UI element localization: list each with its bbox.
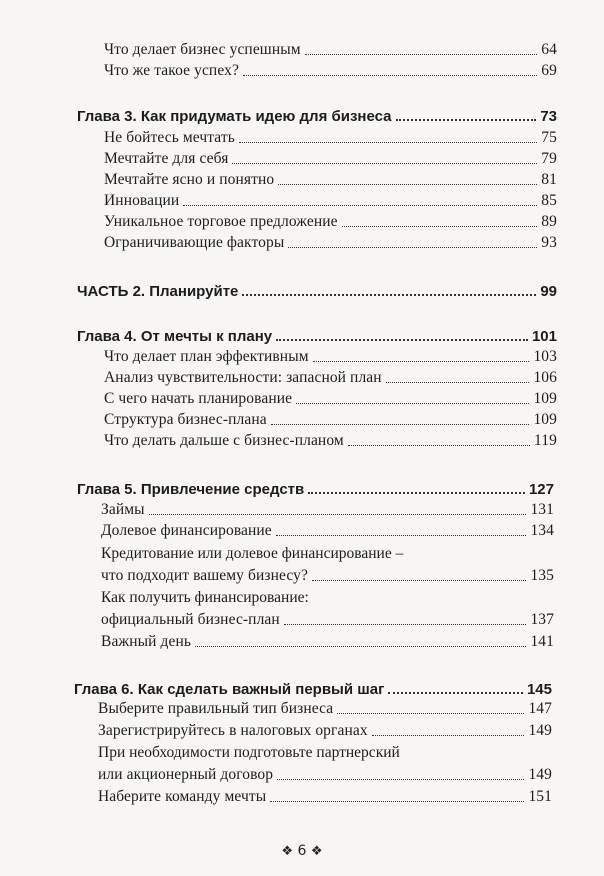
toc-entry [98, 785, 552, 806]
toc-chapter-heading [74, 676, 552, 698]
toc-entry-title: При необходимости подготовьте партнерский [98, 744, 400, 761]
toc-entry-page: 79 [541, 150, 557, 167]
dot-leader [308, 492, 525, 494]
toc-entry [98, 719, 552, 740]
toc-entry-title: Важный день [101, 633, 192, 650]
toc-entry-page: 99 [540, 283, 557, 300]
toc-entry-page: 127 [528, 481, 554, 498]
dot-leader [276, 535, 527, 536]
toc-entry-title: Структура бизнес-плана [104, 411, 267, 428]
toc-entry [104, 408, 557, 429]
toc-entry-title: Глава 3. Как придумать идею для бизнеса [77, 108, 392, 125]
toc-entry-line [101, 542, 554, 563]
toc-entry-line [98, 741, 552, 762]
toc-entry [104, 126, 557, 147]
toc-entry-title: Что делать дальше с бизнес-планом [104, 432, 344, 449]
toc-entry-title: Что делает бизнес успешным [104, 41, 301, 58]
toc-entry [104, 59, 557, 80]
toc-entry-title: Инновации [104, 192, 180, 209]
toc-entry-page: 119 [534, 432, 557, 449]
toc-entry-page: 151 [528, 788, 552, 805]
dot-leader [277, 779, 524, 780]
toc-entry [101, 498, 554, 519]
toc-entry-title: Выберите правильный тип бизнеса [98, 700, 334, 717]
toc-entry [104, 429, 557, 450]
ornament-right-icon: ❖ [310, 844, 323, 859]
toc-entry-page: 89 [541, 213, 557, 230]
dot-leader [313, 361, 530, 362]
ornament-left-icon: ❖ [281, 844, 294, 859]
dot-leader [232, 163, 537, 164]
toc-entry-title: Как получить финансирование: [101, 589, 309, 606]
toc-entry-title: Глава 5. Привлечение средств [77, 481, 305, 498]
toc-entry-page: 134 [530, 522, 554, 539]
dot-leader [284, 624, 527, 625]
toc-entry-title: Не бойтесь мечтать [104, 129, 235, 146]
dot-leader [276, 339, 528, 341]
toc-entry-page: 101 [531, 328, 557, 345]
toc-entry-title: Ограничивающие факторы [104, 234, 285, 251]
dot-leader [271, 424, 530, 425]
toc-chapter-heading [77, 323, 557, 345]
page-number: 6 [297, 843, 307, 859]
dot-leader [278, 184, 537, 185]
dot-leader [337, 713, 524, 714]
toc-entry [101, 564, 554, 585]
dot-leader [243, 75, 537, 76]
toc-entry-title: ЧАСТЬ 2. Планируйте [77, 283, 239, 300]
toc-entry-page: 137 [530, 611, 554, 628]
toc-entry-page: 93 [541, 234, 557, 251]
toc-entry-title: Анализ чувствительности: запасной план [104, 369, 382, 386]
toc-entry-page: 69 [541, 62, 557, 79]
dot-leader [270, 801, 524, 802]
toc-entry [101, 630, 554, 651]
dot-leader [195, 646, 526, 647]
dot-leader [396, 119, 537, 121]
dot-leader [388, 692, 523, 694]
toc-entry-title: Мечтайте для себя [104, 150, 229, 167]
toc-entry-page: 145 [526, 681, 552, 698]
toc-entry-page: 106 [533, 369, 557, 386]
dot-leader [239, 142, 537, 143]
toc-entry-page: 141 [530, 633, 554, 650]
toc-entry [98, 697, 552, 718]
toc-chapter-heading [77, 476, 554, 498]
toc-entry-title: Глава 6. Как сделать важный первый шаг [74, 681, 385, 698]
toc-entry-line [101, 586, 554, 607]
toc-entry [104, 210, 557, 231]
toc-entry-title: официальный бизнес-план [101, 611, 280, 628]
toc-entry-title: Уникальное торговое предложение [104, 213, 338, 230]
toc-entry-title: что подходит вашему бизнесу? [101, 567, 308, 584]
toc-entry-title: Что же такое успех? [104, 62, 239, 79]
toc-entry [104, 366, 557, 387]
toc-entry [104, 38, 557, 59]
dot-leader [296, 403, 529, 404]
toc-entry-title: Займы [101, 501, 145, 518]
toc-entry-title: или акционерный договор [98, 766, 274, 783]
toc-entry-page: 135 [530, 567, 554, 584]
toc-entry-page: 109 [533, 411, 557, 428]
toc-entry-page: 85 [541, 192, 557, 209]
page-footer [0, 843, 604, 859]
dot-leader [372, 735, 525, 736]
toc-entry-title: Кредитование или долевое финансирование – [101, 545, 404, 562]
dot-leader [242, 294, 536, 296]
toc-entry [104, 189, 557, 210]
toc-entry [104, 168, 557, 189]
toc-entry-title: Что делает план эффективным [104, 348, 309, 365]
toc-entry-page: 131 [530, 501, 554, 518]
toc-entry-page: 147 [528, 700, 552, 717]
toc-entry [98, 763, 552, 784]
toc-entry-page: 73 [540, 108, 557, 125]
dot-leader [149, 514, 527, 515]
toc-entry [104, 387, 557, 408]
toc-entry-page: 64 [541, 41, 557, 58]
toc-chapter-heading [77, 103, 557, 125]
toc-entry-page: 103 [533, 348, 557, 365]
dot-leader [305, 54, 538, 55]
toc-entry [101, 608, 554, 629]
toc-entry-page: 81 [541, 171, 557, 188]
toc-entry [101, 519, 554, 540]
toc-entry [104, 147, 557, 168]
toc-entry-page: 75 [541, 129, 557, 146]
dot-leader [312, 580, 526, 581]
toc-entry-title: Наберите команду мечты [98, 788, 267, 805]
toc-entry-title: С чего начать планирование [104, 390, 293, 407]
toc-entry [104, 345, 557, 366]
toc-entry-title: Глава 4. От мечты к плану [77, 328, 273, 345]
toc-entry-title: Зарегистрируйтесь в налоговых органах [98, 722, 368, 739]
toc-entry-page: 109 [533, 390, 557, 407]
dot-leader [183, 205, 537, 206]
toc-part-heading [77, 278, 557, 300]
toc-entry [104, 231, 557, 252]
toc-entry-page: 149 [528, 722, 552, 739]
dot-leader [386, 382, 530, 383]
toc-entry-title: Мечтайте ясно и понятно [104, 171, 275, 188]
dot-leader [342, 226, 538, 227]
toc-entry-title: Долевое финансирование [101, 522, 272, 539]
dot-leader [288, 247, 537, 248]
toc-entry-page: 149 [528, 766, 552, 783]
dot-leader [348, 445, 530, 446]
